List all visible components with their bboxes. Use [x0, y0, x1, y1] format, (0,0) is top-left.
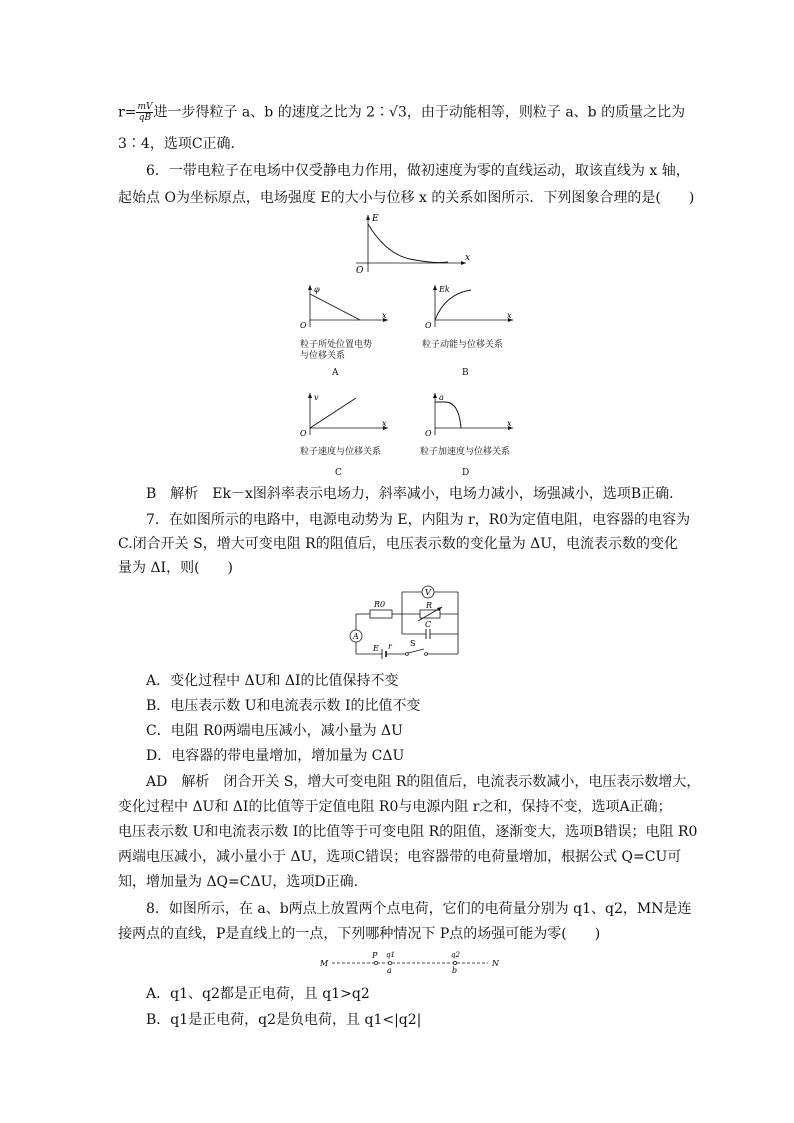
q8-line-diagram — [318, 946, 508, 976]
svg-text:x: x — [382, 311, 387, 320]
r-variable: r= — [118, 104, 137, 121]
resistor-r0 — [370, 610, 392, 618]
option-c-line — [310, 398, 356, 428]
option-d-graph — [423, 390, 518, 438]
option-a-caption-2: 与位移关系 — [300, 351, 346, 361]
q6-stem-line-2: 起始点 O为坐标原点，电场强度 E的大小与位移 x 的关系如图所示．下列图象合理的是( ) — [118, 190, 695, 206]
c-label: C — [425, 620, 432, 629]
option-c-graph — [298, 390, 393, 438]
a-point-label: a — [387, 966, 392, 975]
option-b-graph — [423, 282, 518, 330]
point-p — [374, 961, 377, 964]
q7-stem-line-3: 量为 ΔI，则( ) — [118, 560, 234, 576]
option-a-caption-1: 粒子所处位置电势 — [300, 340, 373, 350]
r-internal-label: r — [388, 642, 392, 651]
switch-s — [408, 649, 424, 653]
svg-text:x: x — [382, 419, 387, 428]
v-label: v — [314, 393, 319, 402]
q5-line-1-text: 进一步得粒子 a、b 的速度之比为 2∶√3，由于动能相等，则粒子 a、b 的质量之比为 — [153, 104, 686, 121]
m-label: M — [320, 959, 329, 968]
option-a-graph — [298, 282, 393, 330]
fraction-numerator: mV — [137, 102, 153, 112]
e-axis-label: E — [372, 214, 379, 224]
q8-option-a: A．q1、q2都是正电荷，且 q1>q2 — [146, 986, 370, 1002]
b-point-label: b — [452, 966, 458, 975]
q7-option-d: D．电容器的带电量增加，增加量为 CΔU — [146, 748, 405, 764]
point-a — [388, 961, 391, 964]
phi-label: φ — [314, 285, 320, 294]
origin-label: O — [356, 266, 364, 275]
e-label: E — [373, 644, 379, 653]
q8-stem-line-2: 接两点的直线，P是直线上的一点，下列哪种情况下 P点的场强可能为零( ) — [118, 926, 601, 942]
q7-option-b: B．电压表示数 U和电流表示数 I的比值不变 — [146, 698, 421, 714]
q7-answer-line-1: AD 解析 闭合开关 S，增大可变电阻 R的阻值后，电流表示数减小，电压表示数增大， — [146, 774, 701, 790]
option-b-curve — [435, 290, 471, 320]
circuit-diagram — [340, 580, 470, 660]
e-x-graph — [348, 210, 473, 275]
option-c-caption: 粒子速度与位移关系 — [300, 447, 382, 457]
q7-answer-line-2: 变化过程中 ΔU和 ΔI的比值等于定值电阻 R0与电源内阻 r之和，保持不变，选项A正确； — [118, 799, 672, 815]
r0-label: R0 — [374, 600, 386, 609]
a-label: a — [439, 393, 444, 402]
svg-text:O: O — [425, 321, 432, 330]
option-d-curve — [435, 402, 461, 428]
q2-label: q2 — [451, 951, 460, 959]
x-axis-label: x — [465, 253, 471, 263]
q6-answer: B 解析 Ek－x图斜率表示电场力，斜率减小，电场力减小，场强减小，选项B正确． — [146, 486, 684, 502]
option-a-line — [310, 294, 360, 320]
q7-stem-line-1: 7．在如图所示的电路中，电源电动势为 E，内阻为 r，R0为定值电阻，电容器的电容为 — [146, 512, 691, 528]
s-label: S — [410, 639, 416, 648]
svg-text:O: O — [300, 429, 307, 438]
svg-text:x: x — [507, 419, 512, 428]
q7-stem-line-2: C.闭合开关 S，增大可变电阻 R的阻值后，电压表示数的变化量为 ΔU，电流表示数的变化 — [118, 536, 679, 552]
option-d-letter: D — [462, 468, 470, 478]
q7-option-a: A．变化过程中 ΔU和 ΔI的比值保持不变 — [146, 673, 399, 689]
q7-answer-line-5: 知，增加量为 ΔQ=CΔU，选项D正确． — [118, 874, 368, 890]
option-a-letter: A — [332, 368, 339, 378]
ammeter-label: A — [353, 632, 359, 641]
q7-option-c: C．电阻 R0两端电压减小，减小量为 ΔU — [146, 723, 403, 739]
point-b — [453, 961, 456, 964]
e-x-curve — [368, 224, 448, 263]
q5-line-2: 3∶4，选项C正确． — [118, 136, 245, 152]
fraction-mv-qb — [136, 102, 153, 123]
r-label: R — [426, 601, 433, 610]
option-b-letter: B — [462, 368, 469, 378]
q1-label: q1 — [386, 951, 395, 959]
ek-label: Ek — [439, 285, 450, 294]
q7-answer-line-3: 电压表示数 U和电流表示数 I的比值等于可变电阻 R的阻值，逐渐变大，选项B错误；电阻 R0 — [118, 824, 698, 840]
q7-answer-line-4: 两端电压减小，减小量小于 ΔU，选项C错误；电容器带的电荷量增加，根据公式 Q=CU可 — [118, 849, 682, 865]
n-label: N — [492, 959, 499, 968]
fraction-denominator: qB — [138, 113, 152, 123]
q8-option-b: B．q1是正电荷，q2是负电荷，且 q1<|q2| — [146, 1012, 422, 1028]
voltmeter-label: V — [425, 588, 431, 597]
svg-text:x: x — [507, 311, 512, 320]
option-b-caption: 粒子动能与位移关系 — [422, 340, 504, 350]
svg-text:O: O — [300, 321, 307, 330]
svg-text:O: O — [425, 429, 432, 438]
option-c-letter: C — [335, 468, 342, 478]
q5-line-1 — [118, 102, 685, 123]
option-d-caption: 粒子加速度与位移关系 — [420, 447, 511, 457]
q6-stem-line-1: 6．一带电粒子在电场中仅受静电力作用，做初速度为零的直线运动，取该直线为 x 轴， — [146, 163, 690, 179]
p-label: P — [372, 951, 378, 960]
q8-stem-line-1: 8．如图所示，在 a、b两点上放置两个点电荷，它们的电荷量分别为 q1、q2，MN是连 — [146, 901, 692, 917]
